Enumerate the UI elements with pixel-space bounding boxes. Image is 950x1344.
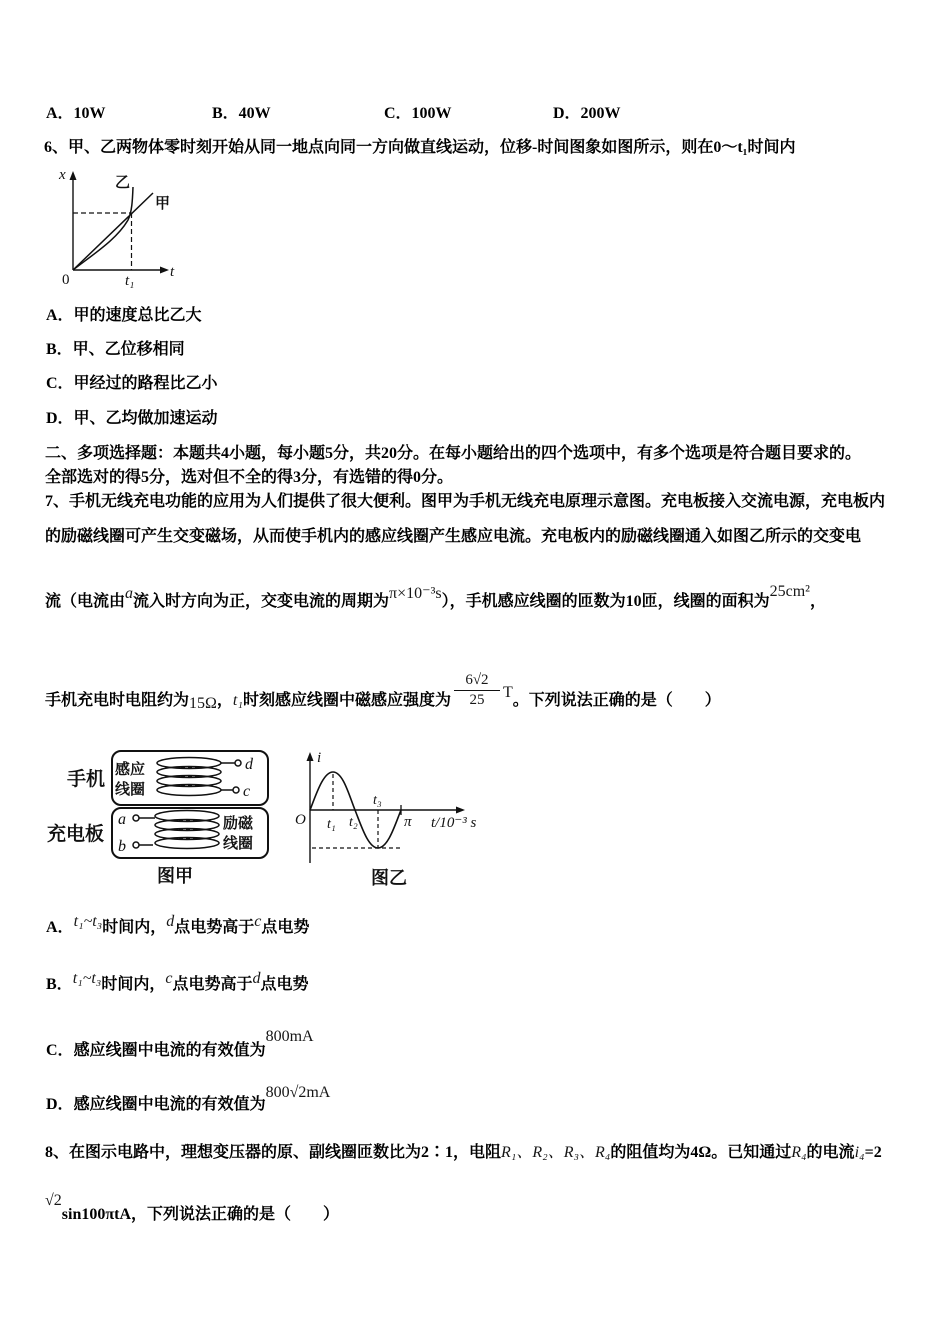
q7-option-b-point1: c (165, 970, 173, 987)
figure-jia-caption: 图甲 (157, 866, 193, 886)
q7-option-c (46, 1028, 314, 1061)
t2-label: t₂ (349, 815, 358, 830)
q7-line4-seg2: ， (216, 692, 233, 709)
charging-board-label: 充电板 (47, 824, 105, 845)
figure-jia-coil-diagram (45, 750, 277, 890)
figure-yi-current-graph (293, 748, 505, 890)
q7-option-d-letter: D． (46, 1096, 74, 1113)
q8-line1 (45, 1143, 882, 1163)
q8-line1-seg1: 8、在图示电路中，理想变压器的原、副线圈匝数比为2∶1，电阻 (45, 1144, 502, 1161)
t1-label: t₁ (327, 817, 336, 832)
q7-option-a-seg1: 时间内， (102, 919, 167, 936)
q6-option-d: D．甲、乙均做加速运动 (46, 410, 218, 427)
q6-option-a: A．甲的速度总比乙大 (46, 307, 202, 324)
q7-option-b-seg3: 点电势 (260, 976, 309, 993)
q8-line1-seg2: 的阻值均为4Ω。已知通过 (610, 1144, 792, 1161)
q7-flux-fraction (454, 672, 500, 709)
q7-option-c-value: 800mA (265, 1028, 314, 1045)
line-jia-label: 甲 (155, 196, 171, 212)
origin-label: 0 (62, 272, 70, 288)
excitation-coil-drawing (139, 811, 219, 849)
q7-option-b-point2: d (252, 970, 261, 987)
q7-line4-seg1: 手机充电时电阻约为 (45, 692, 190, 709)
fraction-denominator: 25 (469, 692, 485, 709)
y-axis-label: x (59, 167, 66, 183)
q7-option-d-value: 800√2mA (265, 1084, 331, 1101)
q7-option-b-seg2: 点电势高于 (172, 976, 253, 993)
q7-option-a-point2: c (254, 913, 262, 930)
y-axis-arrow (70, 171, 77, 180)
q7-t1-ref: t₁ (232, 692, 243, 709)
q7-line3-seg2: 流入时方向为正，交变电流的周期为 (133, 593, 390, 610)
section2-header-line2: 全部选对的得5分，选对但不全的得3分，有选错的得0分。 (45, 469, 454, 486)
q5-option-a: A．10W (46, 105, 106, 122)
terminal-b-label: b (118, 838, 126, 855)
t-axis-unit-label: t/10⁻³ s (431, 815, 477, 831)
terminal-d-label: d (245, 756, 253, 773)
q7-option-a-seg2: 点电势高于 (174, 919, 255, 936)
q5-option-c: C．100W (384, 105, 452, 122)
q8-line1-seg4: =2 (864, 1144, 882, 1161)
q7-option-a (46, 913, 310, 938)
phone-label: 手机 (67, 769, 106, 790)
q8-r4-ref: R₄ (791, 1144, 807, 1161)
q8-line2 (45, 1192, 340, 1225)
q8-line1-seg3: 的电流 (806, 1144, 855, 1161)
induction-coil-label-2: 线圈 (115, 782, 146, 798)
q6-option-c: C．甲经过的路程比乙小 (46, 375, 218, 392)
induction-coil-label-1: 感应 (115, 762, 146, 778)
q7-option-b (46, 970, 309, 995)
terminal-c-node (233, 787, 239, 793)
induction-coil-drawing (157, 758, 235, 796)
q7-terminal-a-ref: a (125, 585, 134, 602)
terminal-b-node (133, 842, 139, 848)
excitation-coil-label-1: 励磁 (223, 816, 254, 832)
figure-yi-caption: 图乙 (371, 868, 407, 888)
curve-yi (73, 187, 133, 270)
q8-sqrt2: √2 (45, 1192, 62, 1209)
q6-option-b: B．甲、乙位移相同 (46, 341, 185, 358)
q7-line3-seg3: ），手机感应线圈的匝数为10匝，线圈的面积为 (441, 593, 770, 610)
q7-option-b-interval: t₁~t₃ (72, 970, 102, 987)
q7-option-b-seg1: 时间内， (101, 976, 166, 993)
q7-option-b-letter: B． (46, 976, 73, 993)
q7-option-d-seg1: 感应线圈中电流的有效值为 (73, 1096, 266, 1113)
terminal-a-label: a (118, 811, 126, 828)
q7-area-formula: 25cm² (769, 583, 810, 600)
pi-label: π (404, 814, 412, 830)
q7-resistance-formula: 15Ω (189, 695, 217, 712)
q7-line3 (45, 583, 826, 612)
q7-tesla-unit: T (502, 684, 513, 701)
q8-resistors-ref: R₁、R₂、R₃、R₄ (501, 1144, 611, 1161)
q7-option-c-letter: C． (46, 1042, 74, 1059)
q7-option-d (46, 1084, 331, 1115)
t3-label: t₃ (373, 793, 382, 808)
q5-option-d: D．200W (553, 105, 621, 122)
q7-line3-seg4: ， (809, 593, 826, 610)
q5-option-b: B．40W (212, 105, 271, 122)
q7-line4-seg4: 。下列说法正确的是（ ） (512, 692, 721, 709)
q7-option-c-seg1: 感应线圈中电流的有效值为 (73, 1042, 266, 1059)
q6-stem: 6、甲、乙两物体零时刻开始从同一地点向同一方向做直线运动，位移-时间图象如图所示，则在0～t₁时间内 (44, 139, 796, 156)
i-axis-label: i (317, 750, 322, 766)
curve-yi-label: 乙 (115, 175, 131, 191)
origin-label: O (295, 812, 306, 828)
terminal-d-node (235, 760, 241, 766)
line-jia (73, 193, 153, 270)
q7-line4-seg3: 时刻感应线圈中磁感应强度为 (242, 692, 451, 709)
terminal-c-label: c (243, 783, 251, 800)
q7-line2: 的励磁线圈可产生交变磁场，从而使手机内的感应线圈产生感应电流。充电板内的励磁线圈通入如图乙所示的交变电 (45, 528, 862, 545)
terminal-a-node (133, 815, 139, 821)
t1-tick-label: t₁ (125, 273, 135, 289)
q6-position-time-graph (55, 165, 190, 293)
q7-option-a-interval: t₁~t₃ (73, 913, 103, 930)
i-axis-arrow (307, 752, 314, 761)
q7-line4 (45, 672, 721, 712)
q7-period-formula: π×10⁻³s (389, 585, 442, 602)
q7-line3-seg1: 流（电流由 (45, 593, 126, 610)
q8-line2-seg1: sin100πtA，下列说法正确的是（ ） (61, 1206, 340, 1223)
excitation-coil-label-2: 线圈 (223, 836, 254, 852)
x-axis-label: t (170, 264, 175, 280)
fraction-numerator: 6√2 (454, 672, 500, 691)
q8-current-ref: i₄ (854, 1144, 865, 1161)
x-axis-arrow (160, 267, 169, 274)
q7-option-a-seg3: 点电势 (261, 919, 310, 936)
q7-line1: 7、手机无线充电功能的应用为人们提供了很大便利。图甲为手机无线充电原理示意图。充电板接入交流电源，充电板内 (45, 493, 886, 510)
section2-header-line1: 二、多项选择题：本题共4小题，每小题5分，共20分。在每小题给出的四个选项中，有多个选项是符合题目要求的。 (45, 445, 862, 462)
q7-option-a-point1: d (166, 913, 175, 930)
q7-option-a-letter: A． (46, 919, 74, 936)
t-axis-arrow (456, 807, 465, 814)
